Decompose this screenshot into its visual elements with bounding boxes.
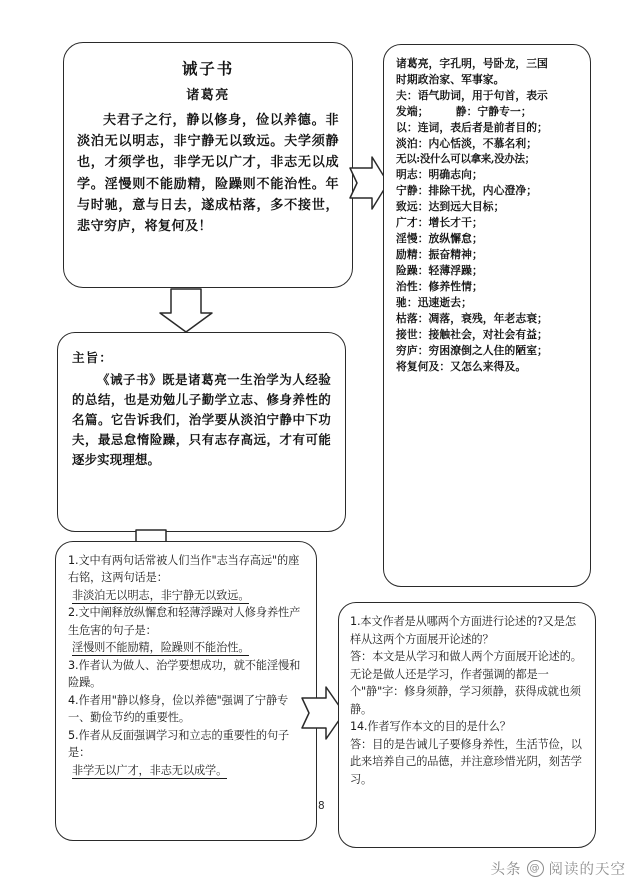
glossary-entry: 穷庐：穷困潦倒之人住的陋室；: [396, 343, 548, 357]
question-item: 1.文中有两句话常被人们当作"志当存高远"的座右铭，这两句话是：: [68, 554, 300, 585]
answer-line: 非学无以广才，非志无以成学。: [72, 763, 228, 777]
question-item: 3.作者认为做人、治学要想成功，就不能淫慢和险躁。: [68, 658, 301, 690]
glossary-entry: 接世：接触社会，对社会有益；: [396, 327, 548, 341]
glossary-entry: 淫慢：放纵懈怠；: [396, 232, 483, 246]
glossary-entry: 治性：修养性情；: [396, 279, 483, 293]
glossary-entry: 险躁：轻薄浮躁；: [396, 264, 483, 278]
author-name: 诸葛亮: [186, 88, 230, 103]
glossary-box: [383, 44, 591, 587]
glossary-intro-line: 诸葛亮，字孔明，号卧龙，三国: [396, 57, 548, 70]
glossary-list: [396, 56, 581, 375]
qa-box: [338, 602, 596, 848]
questions-list: [68, 552, 305, 779]
glossary-entry: 广才：增长才干；: [396, 216, 483, 230]
glossary-entry: 驰：迅速逝去；: [396, 295, 472, 309]
watermark-source: 头条: [490, 862, 522, 878]
qa-list: [350, 613, 586, 788]
answer-line: 淫慢则不能励精，险躁则不能治性。: [72, 641, 250, 655]
questions-box: [55, 541, 317, 841]
glossary-entry: 以：连词，表后者是前者目的；: [396, 120, 548, 134]
glossary-entry: 宁静：排除干扰，内心澄净；: [396, 184, 538, 198]
qa-answer: 答：目的是告诫儿子要修身养性，生活节俭，以此来培养自己的品德，并注意珍惜光阴，刻苦学习。: [350, 737, 582, 786]
theme-label: 主旨：: [72, 350, 113, 365]
arrow-down-icon: [155, 287, 217, 335]
glossary-intro-line: 时期政治家、军事家。: [396, 72, 505, 86]
answer-line: 非淡泊无以明志，非宁静无以致远。: [72, 588, 250, 602]
glossary-entry: 致远：达到远大目标；: [396, 200, 505, 214]
glossary-entry: 无以:没什么可以拿来,没办法；: [396, 152, 535, 165]
qa-answer: 答：本文是从学习和做人两个方面展开论述的。无论是做人还是学习，作者强调的都是一个"静"字：修身须静，学习须静，获得成就也须静。: [350, 650, 582, 716]
page-title: 诫子书: [181, 59, 235, 78]
page-number: 8: [318, 800, 325, 812]
classic-text-body: 夫君子之行，静以修身，俭以养德。非淡泊无以明志，非宁静无以致远。夫学须静也，才须学也，非学无以广才，非志无以成学。淫慢则不能励精，险躁则不能治性。年与时驰，意与日去，遂成枯落，多不接世，悲守穷庐，将复何及！: [77, 113, 339, 235]
glossary-entry: 夫：语气助词，用于句首，表示: [396, 88, 548, 102]
question-item: 2.文中阐释放纵懈怠和轻薄浮躁对人修身养性产生危害的句子是：: [68, 606, 301, 637]
glossary-entry: 将复何及：又怎么来得及。: [396, 359, 527, 373]
glossary-entry: 枯落：凋落，衰残，年老志衰；: [396, 311, 548, 325]
qa-question: 1.本文作者是从哪两个方面进行论述的?又是怎样从这两个方面展开论述的？: [350, 615, 576, 646]
glossary-entry: 明志：明确志向；: [396, 168, 483, 182]
question-item: 4.作者用"静以修身，俭以养德"强调了宁静专一、勤俭节约的重要性。: [68, 693, 289, 725]
question-item: 5.作者从反面强调学习和立志的重要性的句子是：: [68, 728, 290, 760]
theme-box: [57, 332, 346, 532]
qa-question: 14.作者写作本文的目的是什么？: [350, 720, 511, 734]
glossary-entry: 发端； 静：宁静专一；: [396, 104, 532, 118]
at-icon: @: [527, 860, 544, 877]
watermark: [491, 858, 627, 879]
theme-body: 《诫子书》既是诸葛亮一生治学为人经验的总结，也是劝勉儿子勤学立志、修身养性的名篇。它告诉我们，治学要从淡泊宁静中下功夫，最忌怠惰险躁，只有志存高远，才有可能逐步实现理想。: [72, 372, 331, 468]
glossary-entry: 励精：振奋精神；: [396, 248, 483, 262]
classic-text-box: [63, 42, 353, 288]
glossary-entry: 淡泊：内心恬淡，不慕名利；: [396, 136, 538, 150]
watermark-account: 阅读的天空: [548, 862, 626, 878]
